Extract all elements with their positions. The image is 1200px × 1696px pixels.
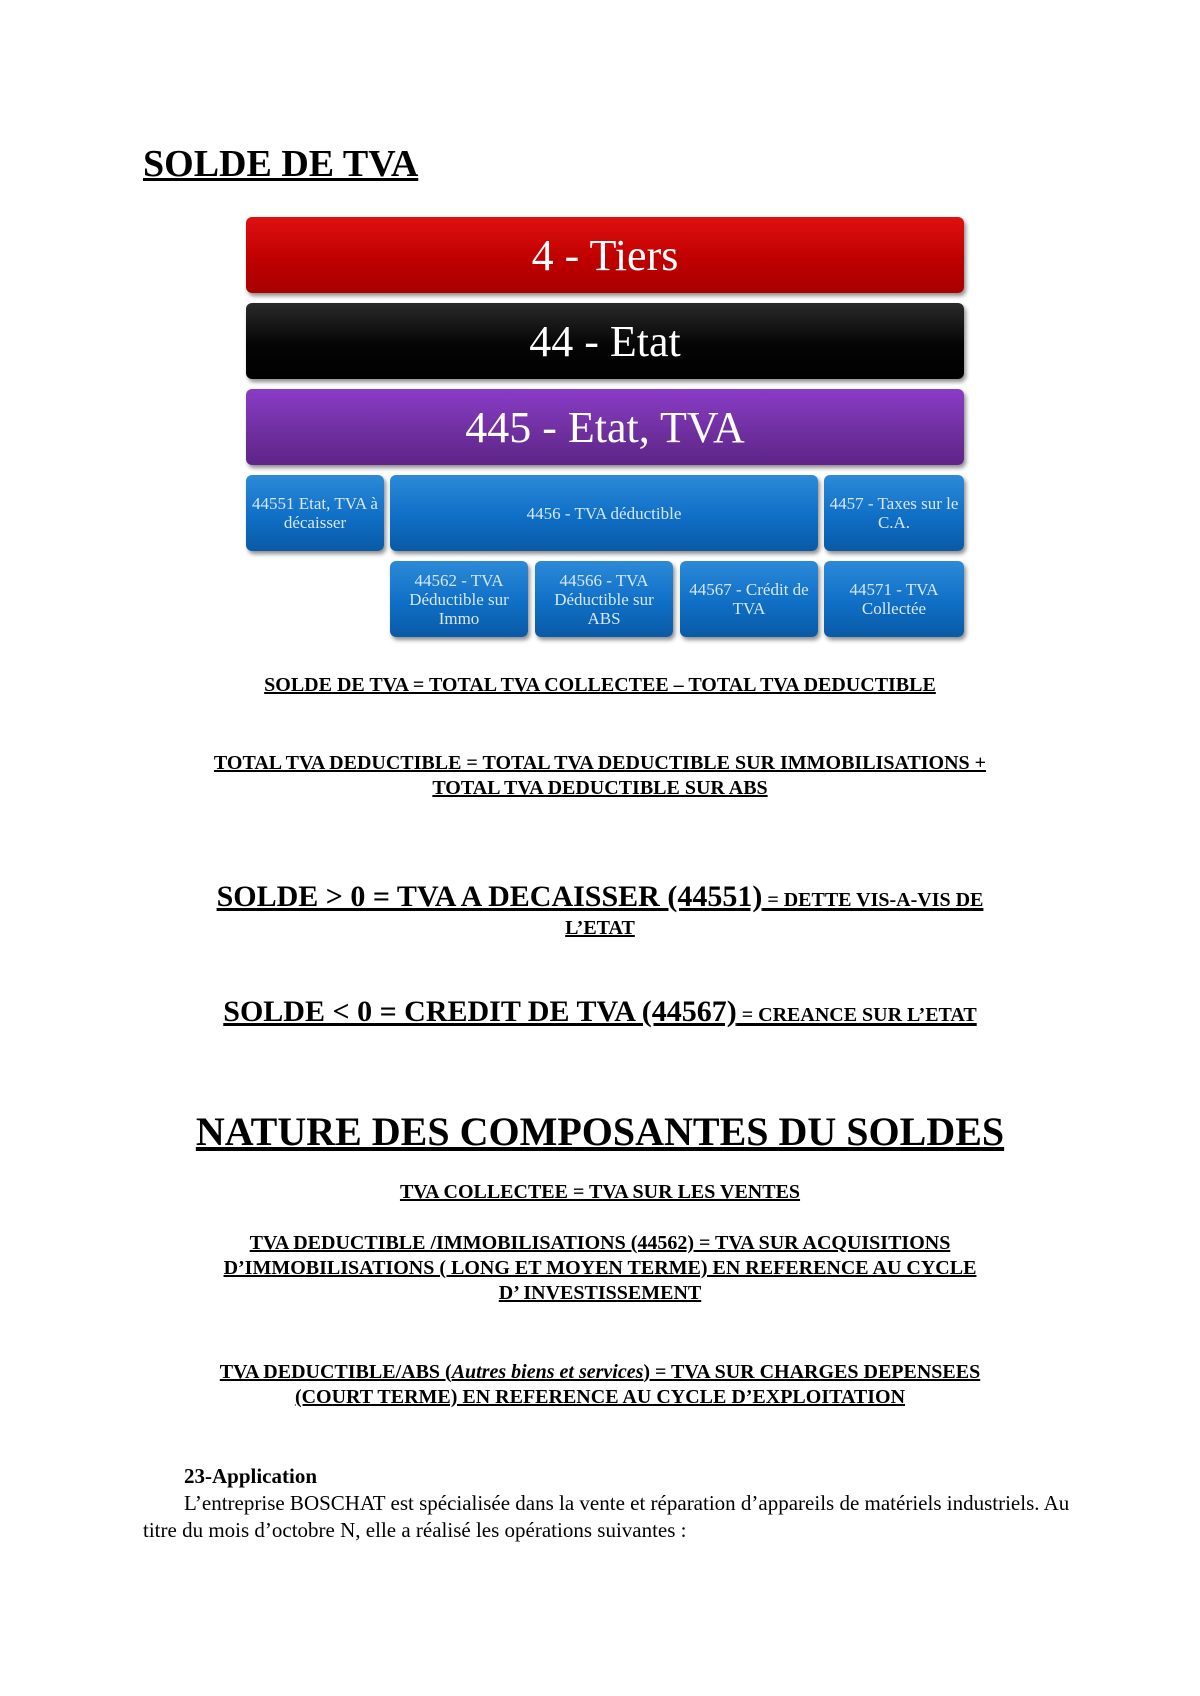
solde-positive-line2: L’ETAT	[565, 917, 635, 939]
page-title: SOLDE DE TVA	[143, 143, 419, 185]
account-44551	[246, 475, 384, 551]
tva-abs-line2: (COURT TERME) EN REFERENCE AU CYCLE D’EXPLOITATION	[294, 1386, 906, 1408]
tva-abs-line1	[0, 1360, 1200, 1385]
solde-negative-tail: = CREANCE SUR L’ETAT	[736, 1004, 977, 1026]
tva-abs-pre: TVA DEDUCTIBLE/ABS (	[219, 1361, 452, 1383]
account-44566-label: 44566 - TVA Déductible sur ABS	[554, 570, 654, 628]
account-44562-label: 44562 - TVA Déductible sur Immo	[409, 570, 509, 628]
solde-formula: SOLDE DE TVA = TOTAL TVA COLLECTEE – TOTAL TVA DEDUCTIBLE	[264, 674, 936, 696]
nature-heading: NATURE DES COMPOSANTES DU SOLDES	[195, 1109, 1005, 1154]
account-44551-label: 44551 Etat, TVA à décaisser	[252, 494, 378, 532]
account-44567	[680, 561, 818, 637]
account-hierarchy-diagram	[246, 217, 964, 637]
tva-collectee-definition: TVA COLLECTEE = TVA SUR LES VENTES	[399, 1181, 801, 1203]
account-4456	[390, 475, 818, 551]
level-tiers: 4 - Tiers	[246, 217, 964, 293]
application-text: L’entreprise BOSCHAT est spécialisée dans la vente et réparation d’appareils de matériels industriels. Au titre du mois d’octobre N, elle a réalisé les opérations suivantes :	[143, 1491, 1070, 1542]
total-deductible-formula-line2: TOTAL TVA DEDUCTIBLE SUR ABS	[432, 777, 768, 799]
solde-positive-line	[0, 880, 1200, 917]
level-etat-tva: 445 - Etat, TVA	[246, 389, 964, 465]
account-44571	[824, 561, 964, 637]
tva-immo-line3: D’ INVESTISSEMENT	[498, 1282, 702, 1304]
solde-negative-main: SOLDE < 0 = CREDIT DE TVA (44567)	[223, 995, 737, 1028]
account-4457	[824, 475, 964, 551]
account-44571-label: 44571 - TVA Collectée	[849, 580, 939, 618]
tva-abs-post: ) = TVA SUR CHARGES DEPENSEES	[643, 1361, 981, 1383]
solde-positive-main: SOLDE > 0 = TVA A DECAISSER (44551)	[216, 880, 763, 913]
account-4457-label: 4457 - Taxes sur le C.A.	[829, 494, 959, 532]
tva-abs-italic: Autres biens et services	[451, 1361, 644, 1383]
account-4456-label: 4456 - TVA déductible	[526, 503, 682, 523]
solde-negative-line	[0, 995, 1200, 1032]
account-44566	[535, 561, 673, 637]
total-deductible-formula-line1: TOTAL TVA DEDUCTIBLE = TOTAL TVA DEDUCTIBLE SUR IMMOBILISATIONS +	[213, 752, 987, 774]
account-44562	[390, 561, 528, 637]
level-etat: 44 - Etat	[246, 303, 964, 379]
account-44567-label: 44567 - Crédit de TVA	[689, 580, 809, 618]
tva-immo-line1: TVA DEDUCTIBLE /IMMOBILISATIONS (44562) = TVA SUR ACQUISITIONS	[249, 1232, 951, 1254]
tva-immo-line2: D’IMMOBILISATIONS ( LONG ET MOYEN TERME) EN REFERENCE AU CYCLE	[223, 1257, 977, 1279]
solde-positive-tail: = DETTE VIS-A-VIS DE	[762, 889, 984, 911]
application-title: 23-Application	[184, 1464, 318, 1488]
